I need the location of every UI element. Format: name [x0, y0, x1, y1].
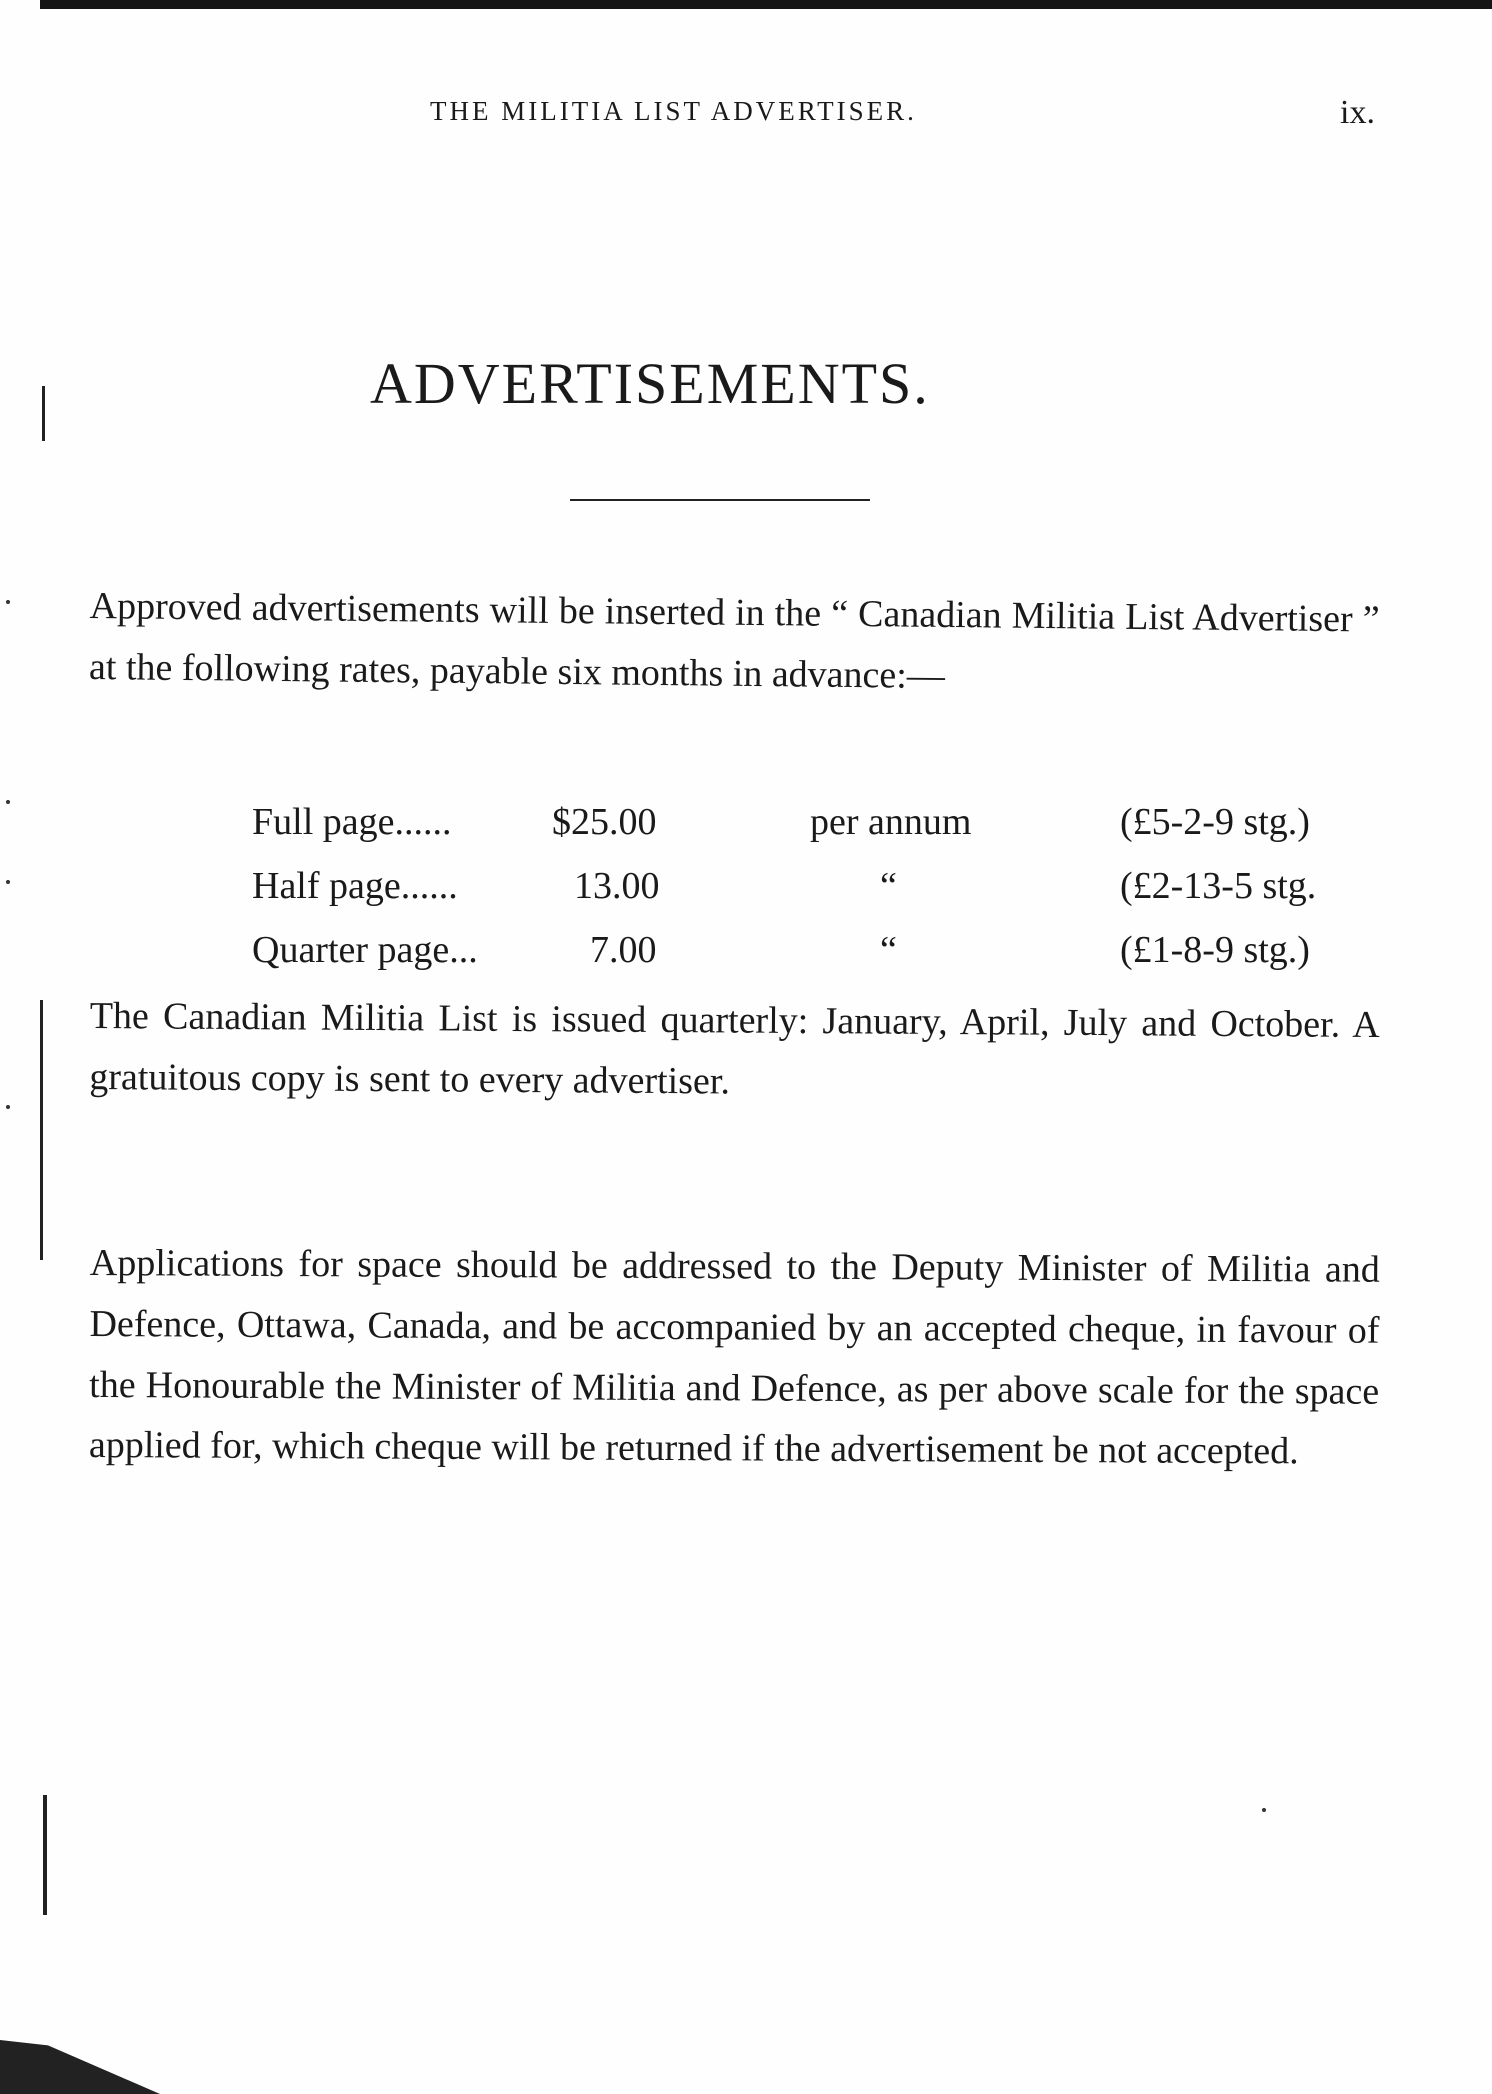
rate-amount: $25.00: [552, 801, 657, 843]
top-edge-rule: [40, 0, 1492, 9]
rate-label: Quarter page...: [252, 929, 478, 971]
page-title: ADVERTISEMENTS.: [370, 351, 930, 416]
margin-speck: [6, 880, 10, 884]
rate-amount: 7.00: [590, 929, 657, 971]
rate-row: [252, 854, 1380, 918]
margin-speck: [1262, 1808, 1266, 1812]
rate-amount: 13.00: [574, 865, 660, 907]
rate-label: Half page......: [252, 865, 458, 907]
rate-unit: per annum: [810, 801, 972, 843]
rate-unit: “: [880, 929, 897, 971]
margin-mark: [42, 386, 45, 441]
rate-row: [252, 918, 1380, 982]
margin-speck: [6, 1105, 10, 1109]
rate-sterling: (£2-13-5 stg.: [1120, 865, 1317, 907]
applications-paragraph: Applications for space should be addressed to the Deputy Minister of Militia and Defence, Ottawa, Canada, and be accompanied by an accepted cheque, in favour of the Honourable the Minister of Militia and Defence, as per above scale for the space applied for, which cheque will be returned if the advertisement be not accepted.: [88, 1241, 1380, 1473]
rate-sterling: (£5-2-9 stg.): [1120, 801, 1310, 843]
margin-mark: [40, 1000, 43, 1260]
margin-speck: [6, 600, 10, 604]
margin-mark: [0, 2040, 160, 2094]
title-rule: [570, 499, 870, 501]
page-number: ix.: [1340, 94, 1375, 131]
rates-table: [252, 790, 1380, 982]
rate-row: [252, 790, 1380, 854]
margin-mark: [43, 1795, 47, 1915]
issue-paragraph: The Canadian Militia List is issued quarterly: January, April, July and October. A gratuitous copy is sent to every advertiser.: [89, 994, 1380, 1103]
running-title: THE MILITIA LIST ADVERTISER.: [430, 96, 917, 126]
rate-unit: “: [880, 865, 897, 907]
intro-paragraph: Approved advertisements will be inserted in the “ Canadian Militia List Advertiser ” at the following rates, payable six months in advance:—: [88, 584, 1380, 697]
margin-speck: [6, 800, 10, 804]
rate-label: Full page......: [252, 801, 452, 843]
rate-sterling: (£1-8-9 stg.): [1120, 929, 1310, 971]
